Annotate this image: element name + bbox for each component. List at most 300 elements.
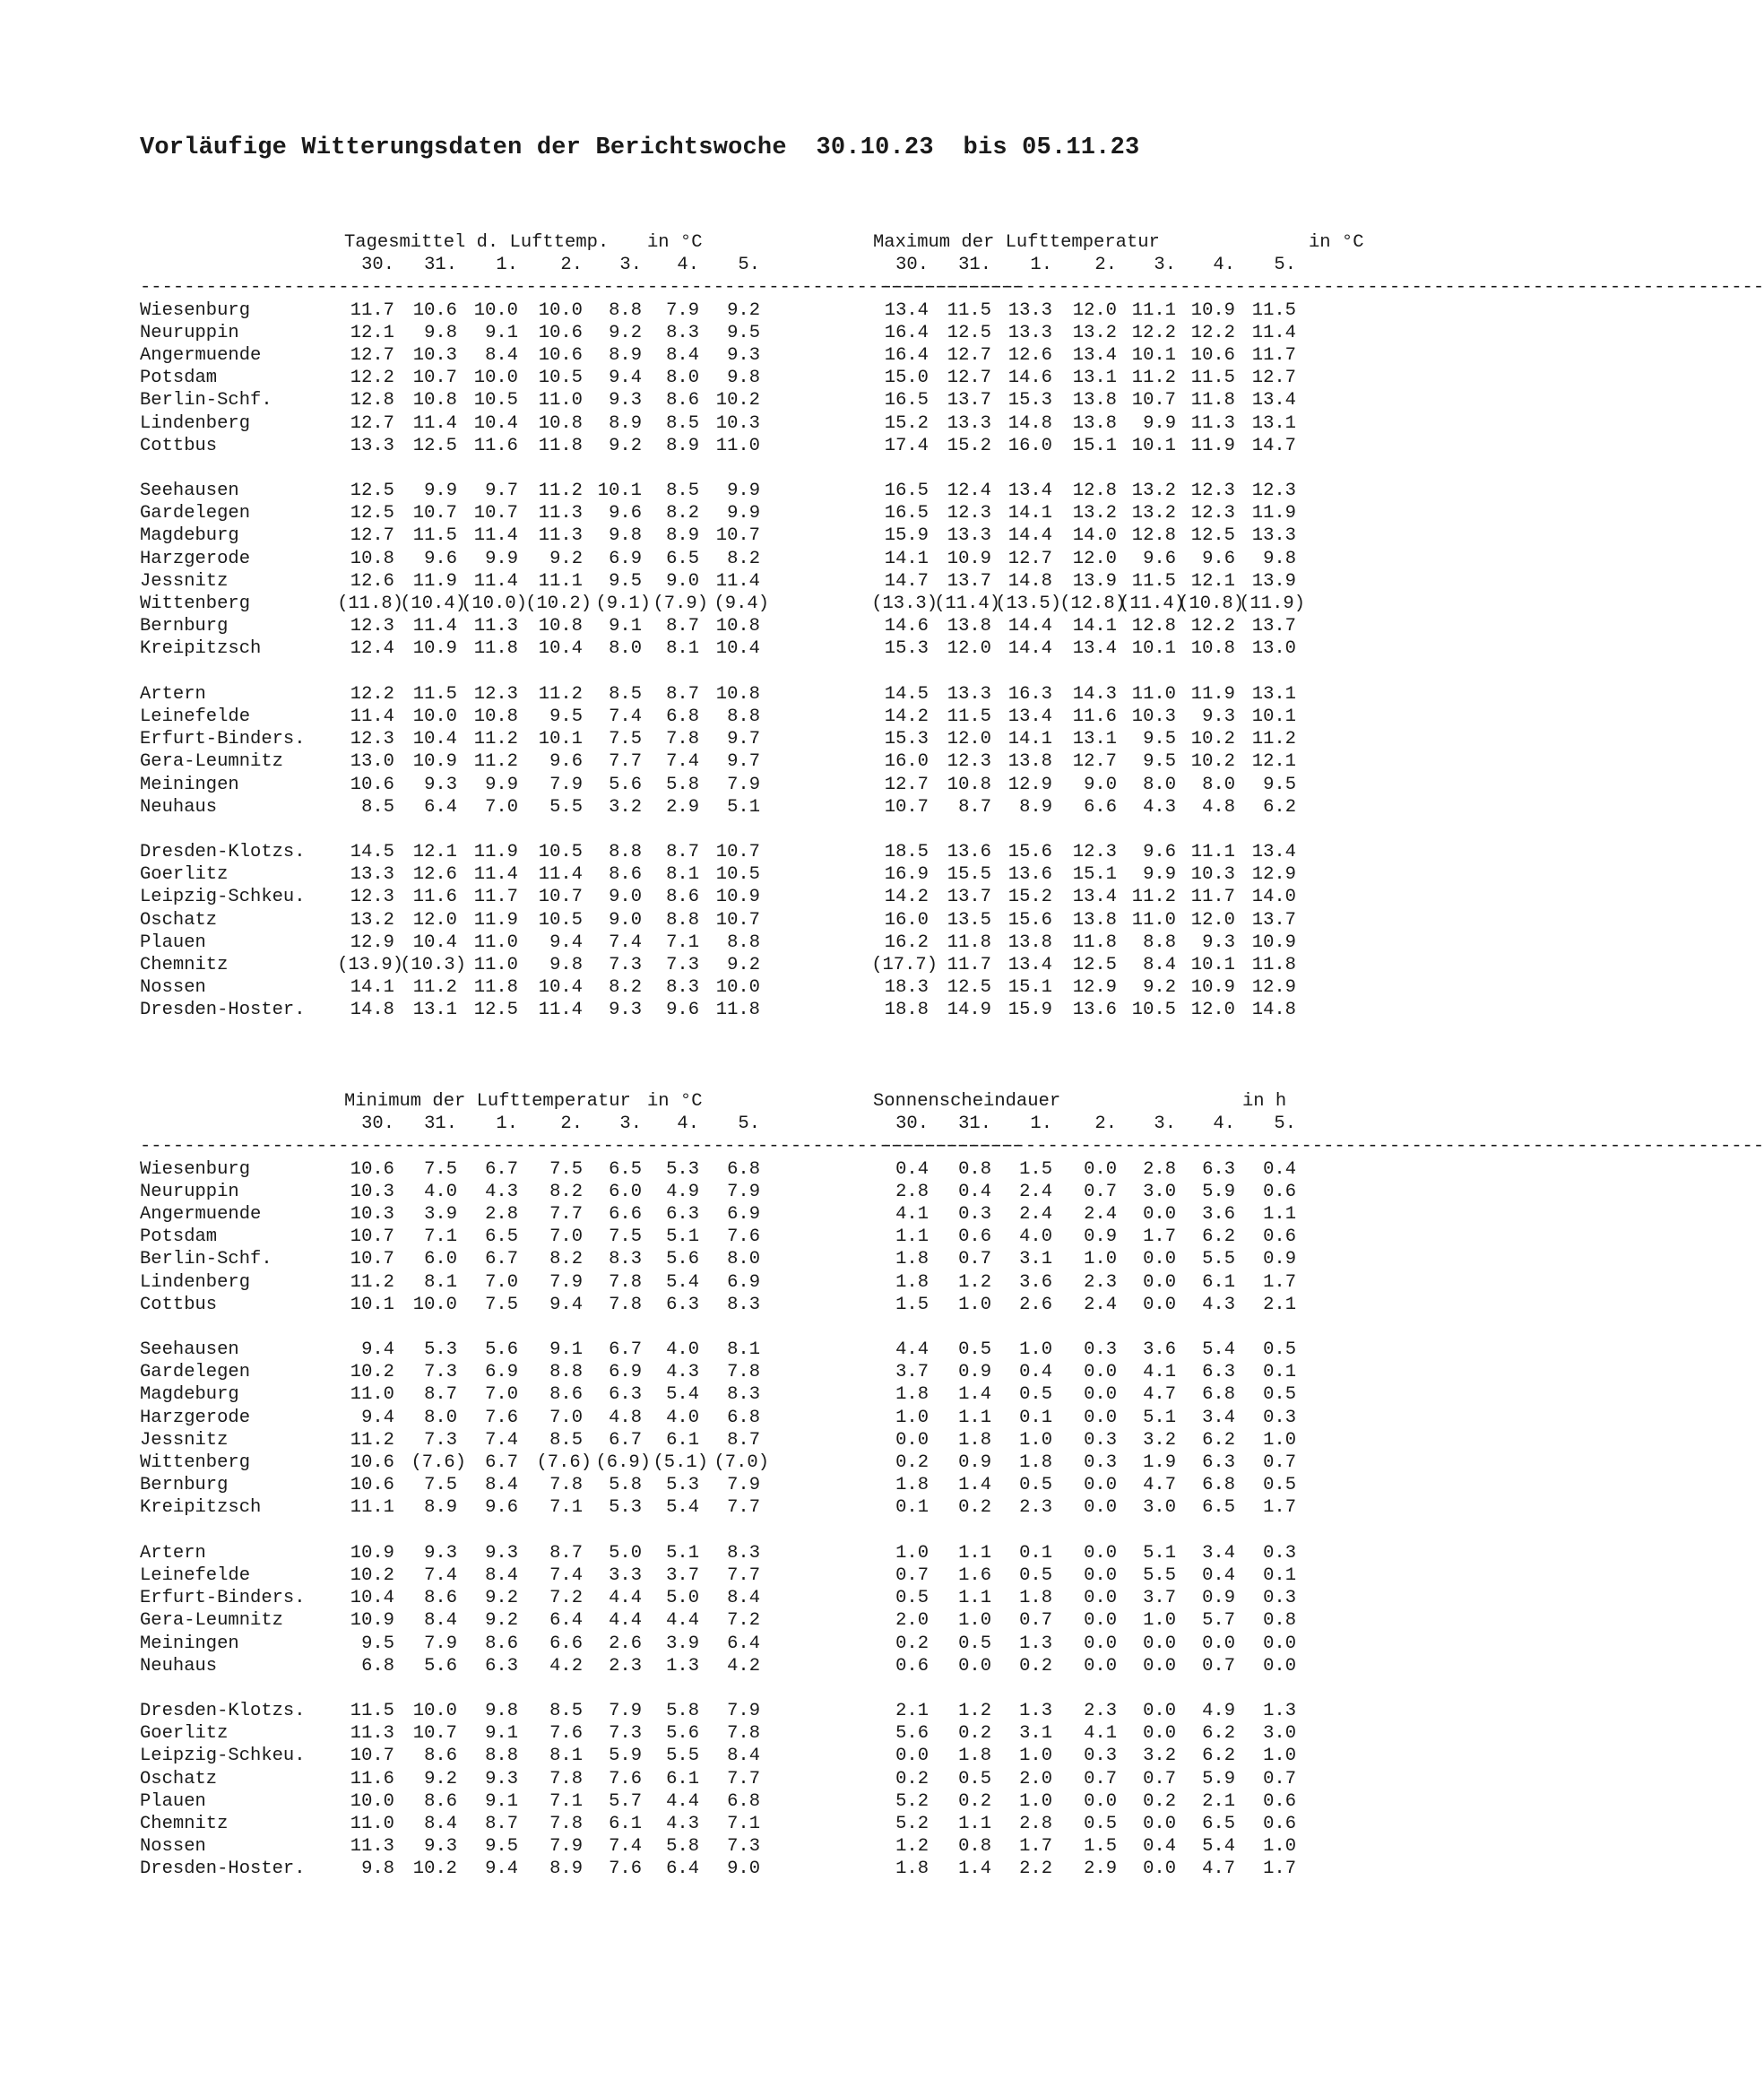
right-value: 0.9 [1263, 1249, 1296, 1270]
left-value: 7.8 [666, 729, 699, 750]
left-value: 10.5 [538, 909, 583, 931]
right-value: 2.1 [1202, 1790, 1235, 1812]
left-value: 5.6 [666, 1723, 699, 1745]
day-label-right: 1. [1030, 1113, 1052, 1135]
right-value: 13.8 [1072, 412, 1117, 434]
left-value: 6.5 [485, 1226, 518, 1248]
right-value: 0.0 [895, 1746, 929, 1767]
table-row [140, 774, 1386, 796]
left-value: 12.9 [350, 932, 394, 953]
left-value: 9.4 [361, 1339, 394, 1361]
left-value: 10.5 [538, 842, 583, 863]
left-value: 7.3 [609, 955, 642, 975]
left-value: 11.4 [473, 570, 518, 592]
right-value: 0.8 [1263, 1610, 1296, 1632]
table-row [140, 524, 1386, 547]
left-value: 11.3 [538, 503, 583, 524]
right-value: (11.4) [1119, 594, 1185, 614]
left-value: 10.0 [350, 1790, 394, 1812]
right-value: 4.7 [1143, 1475, 1176, 1496]
left-value: 11.4 [412, 616, 457, 637]
right-value: 0.0 [1084, 1610, 1117, 1632]
right-value: 6.8 [1202, 1475, 1235, 1496]
right-value: 1.2 [958, 1271, 991, 1293]
right-value: 1.0 [958, 1610, 991, 1632]
left-value: 9.2 [549, 548, 583, 569]
right-value: 15.6 [1007, 909, 1052, 931]
right-value: 13.5 [947, 909, 991, 931]
left-value: 11.6 [412, 887, 457, 908]
left-value: 8.4 [485, 344, 518, 366]
right-value: 16.4 [884, 322, 929, 343]
left-value: (6.9) [595, 1452, 651, 1473]
left-value: 7.0 [485, 796, 518, 818]
left-value: 8.6 [485, 1633, 518, 1654]
right-value: 0.4 [895, 1158, 929, 1180]
right-value: 1.2 [958, 1701, 991, 1722]
right-value: 0.4 [1263, 1158, 1296, 1180]
right-value: 0.5 [1263, 1475, 1296, 1496]
left-value: (9.4) [713, 594, 769, 614]
left-value: 8.0 [727, 1249, 760, 1270]
left-value: 9.3 [727, 344, 760, 366]
left-value: 13.3 [350, 435, 394, 456]
right-value: 2.0 [1019, 1768, 1052, 1789]
right-value: 0.9 [958, 1362, 991, 1383]
left-value: 10.0 [473, 299, 518, 321]
right-value: 13.2 [1131, 503, 1176, 524]
left-value: 2.8 [485, 1203, 518, 1225]
left-value: 10.1 [538, 729, 583, 750]
left-value: 7.1 [424, 1226, 457, 1248]
left-value: 5.7 [609, 1790, 642, 1812]
day-label-left: 5. [738, 1113, 760, 1135]
left-value: 11.1 [350, 1497, 394, 1519]
right-value: 4.1 [1143, 1362, 1176, 1383]
station-name: Erfurt-Binders. [140, 1588, 306, 1609]
left-value: 7.9 [727, 1475, 760, 1496]
left-value: 9.6 [549, 751, 583, 773]
right-value: 10.9 [947, 548, 991, 569]
table-row [140, 1655, 1386, 1677]
right-value: 0.2 [958, 1790, 991, 1812]
left-value: 12.5 [473, 1000, 518, 1021]
left-value: 1.3 [666, 1655, 699, 1677]
right-value: 0.7 [1263, 1768, 1296, 1789]
left-value: 11.4 [350, 706, 394, 727]
left-value: 9.8 [424, 322, 457, 343]
table-row [140, 637, 1386, 660]
right-value: 13.4 [1072, 344, 1117, 366]
right-value: 12.5 [1190, 525, 1235, 547]
right-value: 1.8 [895, 1271, 929, 1293]
left-value: 7.5 [609, 1226, 642, 1248]
right-value: 9.5 [1263, 774, 1296, 795]
left-value: 12.4 [350, 638, 394, 660]
left-value: 7.7 [727, 1768, 760, 1789]
table-row [140, 909, 1386, 932]
right-value: 3.0 [1263, 1723, 1296, 1745]
right-value: 14.1 [884, 548, 929, 569]
right-value: 6.5 [1202, 1814, 1235, 1834]
right-value: 0.0 [1143, 1249, 1176, 1270]
right-value: 11.2 [1131, 887, 1176, 908]
left-value: 9.0 [609, 909, 642, 931]
left-value: 9.5 [727, 322, 760, 343]
right-value: 0.0 [1084, 1564, 1117, 1586]
right-value: 15.2 [1007, 887, 1052, 908]
left-value: 10.3 [715, 412, 760, 434]
group-spacer [140, 1677, 1386, 1700]
left-value: 7.0 [485, 1271, 518, 1293]
table-row [140, 615, 1386, 637]
left-value: 7.6 [549, 1723, 583, 1745]
table-row [140, 1768, 1386, 1790]
table-row [140, 1429, 1386, 1451]
right-value: 12.1 [1251, 751, 1296, 773]
left-value: 7.9 [727, 1181, 760, 1202]
left-value: 5.6 [666, 1249, 699, 1270]
right-value: 2.2 [1019, 1859, 1052, 1880]
right-value: 1.7 [1263, 1497, 1296, 1519]
left-value: 5.5 [666, 1746, 699, 1767]
left-value: 8.6 [666, 390, 699, 412]
left-value: 7.8 [549, 1768, 583, 1789]
right-value: 12.4 [947, 481, 991, 502]
left-value: 10.1 [597, 481, 642, 502]
left-value: 10.8 [473, 706, 518, 727]
station-name: Neuhaus [140, 796, 218, 818]
right-value: 0.0 [1084, 1542, 1117, 1564]
left-value: 11.3 [350, 1836, 394, 1858]
left-value: 10.5 [715, 864, 760, 886]
table-row [140, 1294, 1386, 1316]
right-value: 12.9 [1251, 977, 1296, 999]
right-value: 14.7 [1251, 435, 1296, 456]
right-value: 13.6 [1072, 1000, 1117, 1021]
right-value: 0.4 [1143, 1836, 1176, 1858]
table-row [140, 1633, 1386, 1655]
right-value: 6.2 [1263, 796, 1296, 818]
left-value: 7.3 [609, 1723, 642, 1745]
left-value: 8.9 [549, 1859, 583, 1880]
day-label-left: 30. [361, 255, 394, 276]
left-value: 14.8 [350, 1000, 394, 1021]
right-value: 3.1 [1019, 1249, 1052, 1270]
left-value: 10.7 [412, 1723, 457, 1745]
right-value: 3.6 [1019, 1271, 1052, 1293]
left-value: 8.6 [424, 1746, 457, 1767]
right-value: 14.2 [884, 706, 929, 727]
left-value: 5.3 [666, 1475, 699, 1496]
left-value: 5.6 [424, 1655, 457, 1677]
left-value: 5.8 [666, 1701, 699, 1722]
right-value: 2.6 [1019, 1294, 1052, 1315]
left-value: 8.9 [666, 525, 699, 547]
right-value: 0.2 [1143, 1790, 1176, 1812]
left-value: 9.7 [485, 481, 518, 502]
group-spacer [140, 661, 1386, 683]
left-value: 9.4 [549, 932, 583, 953]
right-value: 12.9 [1251, 864, 1296, 886]
right-value: 1.0 [895, 1407, 929, 1428]
left-value: 3.2 [609, 796, 642, 818]
day-label-left: 1. [496, 255, 518, 276]
left-value: 7.4 [666, 751, 699, 773]
station-name: Magdeburg [140, 1384, 239, 1406]
left-value: 9.9 [424, 481, 457, 502]
left-value: 8.4 [727, 1588, 760, 1609]
left-value: 8.5 [361, 796, 394, 818]
day-header-row [140, 254, 1386, 276]
left-value: 11.6 [350, 1768, 394, 1789]
left-value: 11.8 [538, 435, 583, 456]
right-value: 1.6 [958, 1564, 991, 1586]
right-value: 0.0 [1084, 1790, 1117, 1812]
right-value: 10.1 [1131, 435, 1176, 456]
right-value: 12.6 [1007, 344, 1052, 366]
right-value: 15.9 [1007, 1000, 1052, 1021]
right-value: 8.8 [1143, 932, 1176, 953]
left-value: 13.2 [350, 909, 394, 931]
left-value: 10.7 [350, 1746, 394, 1767]
right-value: 0.1 [1019, 1407, 1052, 1428]
left-value: 4.0 [666, 1407, 699, 1428]
left-value: 4.8 [609, 1407, 642, 1428]
station-name: Dresden-Klotzs. [140, 842, 306, 863]
left-value: 11.3 [473, 616, 518, 637]
right-value: 0.1 [895, 1497, 929, 1519]
right-value: 14.9 [947, 1000, 991, 1021]
right-value: 1.5 [1084, 1836, 1117, 1858]
left-value: 8.8 [485, 1746, 518, 1767]
right-value: 5.5 [1143, 1564, 1176, 1586]
left-value: 8.4 [424, 1610, 457, 1632]
left-value: 8.1 [666, 638, 699, 660]
right-value: 2.9 [1084, 1859, 1117, 1880]
left-value: 10.5 [538, 368, 583, 389]
right-value: 0.0 [1084, 1407, 1117, 1428]
right-value: 11.1 [1190, 842, 1235, 863]
left-value: 7.9 [549, 1271, 583, 1293]
table-row [140, 593, 1386, 615]
left-value: 7.1 [727, 1814, 760, 1834]
right-value: 13.3 [1007, 322, 1052, 343]
left-value: 9.2 [609, 435, 642, 456]
station-name: Erfurt-Binders. [140, 729, 306, 750]
right-value: 11.7 [1190, 887, 1235, 908]
right-value: 13.4 [884, 299, 929, 321]
table-row [140, 548, 1386, 570]
right-value: 0.0 [895, 1429, 929, 1451]
day-label-left: 30. [361, 1113, 394, 1135]
right-value: 0.5 [895, 1588, 929, 1609]
right-value: (11.4) [934, 594, 1000, 614]
left-value: 6.7 [485, 1158, 518, 1180]
right-value: 0.7 [1084, 1768, 1117, 1789]
left-value: 10.4 [538, 977, 583, 999]
right-value: 6.3 [1202, 1158, 1235, 1180]
right-value: 16.3 [1007, 683, 1052, 705]
right-value: 9.9 [1143, 864, 1176, 886]
right-value: 13.1 [1072, 729, 1117, 750]
right-value: 0.5 [958, 1633, 991, 1654]
day-label-right: 4. [1213, 255, 1235, 276]
left-value: 8.1 [727, 1339, 760, 1361]
right-value: 16.2 [884, 932, 929, 953]
right-value: 13.4 [1072, 638, 1117, 660]
left-value: 6.6 [609, 1203, 642, 1225]
left-value: 12.7 [350, 525, 394, 547]
table-row [140, 750, 1386, 773]
left-value: 12.5 [350, 481, 394, 502]
left-value: 11.9 [473, 909, 518, 931]
left-value: 9.2 [609, 322, 642, 343]
left-value: 8.1 [666, 864, 699, 886]
table-row [140, 1609, 1386, 1632]
left-value: 12.7 [350, 344, 394, 366]
left-value: 5.1 [666, 1542, 699, 1564]
right-value: 15.1 [1007, 977, 1052, 999]
right-value: 2.4 [1084, 1203, 1117, 1225]
right-value: 12.9 [1007, 774, 1052, 795]
left-value: 5.0 [609, 1542, 642, 1564]
station-name: Seehausen [140, 1339, 239, 1361]
left-value: 7.1 [549, 1790, 583, 1812]
right-value: 0.0 [1084, 1384, 1117, 1406]
right-value: 0.4 [1202, 1564, 1235, 1586]
left-value: 9.3 [609, 390, 642, 412]
right-value: 9.6 [1143, 842, 1176, 863]
left-value: 12.6 [412, 864, 457, 886]
right-value: 2.8 [895, 1181, 929, 1202]
right-value: 1.7 [1263, 1859, 1296, 1880]
right-value: 0.0 [1084, 1655, 1117, 1677]
left-value: 8.4 [727, 1746, 760, 1767]
right-value: 0.0 [1084, 1158, 1117, 1180]
left-value: 11.7 [350, 299, 394, 321]
left-value: 9.1 [485, 1723, 518, 1745]
right-value: 0.3 [1263, 1542, 1296, 1564]
right-value: 10.7 [1131, 390, 1176, 412]
left-value: 2.6 [609, 1633, 642, 1654]
station-name: Meiningen [140, 1633, 239, 1654]
right-value: 0.3 [1084, 1339, 1117, 1361]
right-value: 11.7 [1251, 344, 1296, 366]
right-value: 0.0 [1143, 1701, 1176, 1722]
left-value: 7.3 [666, 955, 699, 975]
right-value: 0.5 [1084, 1814, 1117, 1834]
right-value: 5.4 [1202, 1836, 1235, 1858]
right-value: 12.8 [1131, 525, 1176, 547]
left-value: 11.4 [412, 412, 457, 434]
left-value: (10.3) [400, 955, 466, 975]
right-value: 1.1 [958, 1542, 991, 1564]
table-row [140, 1858, 1386, 1880]
left-value: 10.4 [412, 729, 457, 750]
left-value: 12.2 [350, 368, 394, 389]
left-value: 9.5 [549, 706, 583, 727]
right-value: 5.1 [1143, 1542, 1176, 1564]
right-value: 0.0 [1143, 1655, 1176, 1677]
left-value: 10.3 [412, 344, 457, 366]
station-name: Plauen [140, 1790, 206, 1812]
day-label-left: 1. [496, 1113, 518, 1135]
station-name: Gardelegen [140, 503, 251, 524]
right-table-unit: in °C [1309, 232, 1364, 253]
table-row [140, 502, 1386, 524]
right-value: 3.2 [1143, 1746, 1176, 1767]
right-value: 13.3 [1007, 299, 1052, 321]
table-row [140, 976, 1386, 999]
right-value: 1.3 [1019, 1701, 1052, 1722]
left-value: 7.2 [727, 1610, 760, 1632]
left-value: 10.4 [412, 932, 457, 953]
day-label-left: 3. [619, 255, 642, 276]
left-value: 8.3 [727, 1384, 760, 1406]
left-value: 10.4 [715, 638, 760, 660]
left-value: 6.9 [485, 1362, 518, 1383]
right-value: 17.4 [884, 435, 929, 456]
right-value: 6.2 [1202, 1226, 1235, 1248]
table-row [140, 322, 1386, 344]
left-value: 13.1 [412, 1000, 457, 1021]
left-value: 8.6 [609, 864, 642, 886]
left-value: 7.9 [549, 774, 583, 795]
right-value: 9.2 [1143, 977, 1176, 999]
left-value: 10.2 [350, 1564, 394, 1586]
right-value: 3.7 [895, 1362, 929, 1383]
right-value: 14.8 [1251, 1000, 1296, 1021]
left-value: 4.3 [666, 1362, 699, 1383]
left-value: 9.4 [609, 368, 642, 389]
right-value: 9.3 [1202, 932, 1235, 953]
left-value: 5.3 [609, 1497, 642, 1519]
right-value: 3.4 [1202, 1407, 1235, 1428]
right-value: 11.5 [947, 299, 991, 321]
right-value: 14.1 [1007, 729, 1052, 750]
right-value: 6.8 [1202, 1384, 1235, 1406]
right-value: 11.5 [947, 706, 991, 727]
right-value: 9.6 [1143, 548, 1176, 569]
right-value: 0.2 [1019, 1655, 1052, 1677]
left-value: 10.8 [412, 390, 457, 412]
right-value: 0.0 [1143, 1271, 1176, 1293]
table-row [140, 1451, 1386, 1474]
left-value: 11.2 [538, 481, 583, 502]
station-name: Oschatz [140, 909, 218, 931]
right-value: 3.4 [1202, 1542, 1235, 1564]
left-value: 3.9 [424, 1203, 457, 1225]
left-value: 8.8 [609, 299, 642, 321]
right-value: (17.7) [871, 955, 938, 975]
day-label-left: 4. [677, 255, 699, 276]
left-value: 10.2 [715, 390, 760, 412]
station-name: Dresden-Hoster. [140, 1000, 306, 1021]
table-row [140, 435, 1386, 457]
right-value: 12.0 [1072, 548, 1117, 569]
table-row [140, 1722, 1386, 1745]
left-value: 9.2 [727, 955, 760, 975]
left-value: 8.2 [666, 503, 699, 524]
left-value: 7.6 [485, 1407, 518, 1428]
left-value: 6.3 [609, 1384, 642, 1406]
right-value: 0.6 [1263, 1181, 1296, 1202]
right-value: 0.0 [1084, 1497, 1117, 1519]
left-value: 9.3 [424, 774, 457, 795]
left-value: 7.9 [549, 1836, 583, 1858]
left-value: 14.1 [350, 977, 394, 999]
